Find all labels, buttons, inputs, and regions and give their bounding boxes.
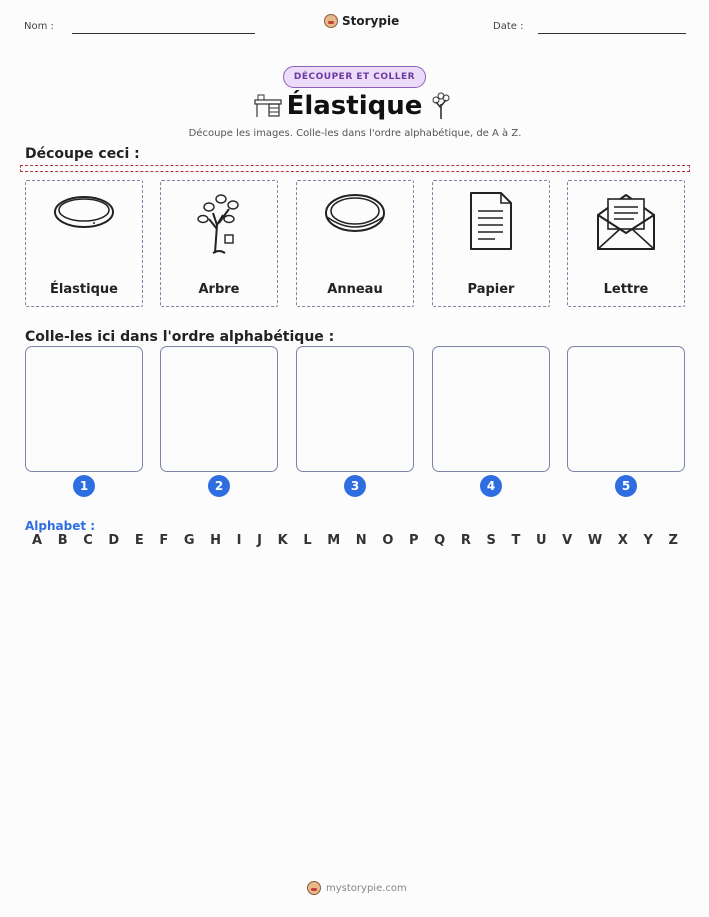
slot-number: 4 xyxy=(480,475,502,497)
alphabet-letter: D xyxy=(108,533,120,548)
alphabet-letter: K xyxy=(277,533,288,548)
alphabet-letter: S xyxy=(486,533,496,548)
storypie-mascot-icon xyxy=(307,881,321,895)
alphabet-letter: T xyxy=(511,533,521,548)
footer xyxy=(307,881,407,895)
slot-number: 3 xyxy=(344,475,366,497)
alphabet-letter: F xyxy=(159,533,169,548)
alphabet-letter: O xyxy=(382,533,394,548)
card-label: Arbre xyxy=(198,282,240,297)
cut-card-elastique[interactable] xyxy=(25,180,143,307)
footer-url[interactable]: mystorypie.com xyxy=(326,882,407,894)
date-label: Date : xyxy=(493,21,524,32)
cut-card-lettre[interactable] xyxy=(567,180,685,307)
alphabet-letter: Y xyxy=(643,533,653,548)
paste-heading: Colle-les ici dans l'ordre alphabétique : xyxy=(25,329,335,345)
card-label: Lettre xyxy=(603,282,649,297)
cut-card-arbre[interactable] xyxy=(160,180,278,307)
alphabet-letter: A xyxy=(32,533,43,548)
alphabet-letter: Q xyxy=(434,533,446,548)
alphabet-letter: J xyxy=(257,533,262,548)
alphabet-letter: L xyxy=(303,533,312,548)
alphabet-letter: Z xyxy=(668,533,678,548)
alphabet-letter: M xyxy=(327,533,341,548)
slot-number: 1 xyxy=(73,475,95,497)
tree-icon xyxy=(189,189,249,255)
cut-card-papier[interactable] xyxy=(432,180,550,307)
brand-name: Storypie xyxy=(342,14,400,28)
card-label: Anneau xyxy=(327,282,383,297)
page-title: Élastique xyxy=(286,91,423,121)
brand-logo xyxy=(324,14,399,28)
small-tree-icon xyxy=(430,92,452,124)
paste-box-3[interactable] xyxy=(296,346,414,472)
paper-icon xyxy=(465,189,517,253)
alphabet-strip xyxy=(32,533,678,548)
alphabet-letter: B xyxy=(57,533,68,548)
letter-icon xyxy=(594,189,658,253)
alphabet-letter: X xyxy=(617,533,628,548)
alphabet-letter: V xyxy=(562,533,573,548)
rubber-band-icon xyxy=(52,189,116,235)
alphabet-letter: C xyxy=(83,533,93,548)
alphabet-letter: E xyxy=(134,533,144,548)
activity-badge: DÉCOUPER ET COLLER xyxy=(283,66,426,88)
slot-number: 5 xyxy=(615,475,637,497)
storypie-mascot-icon xyxy=(324,14,338,28)
card-label: Papier xyxy=(467,282,515,297)
cut-line xyxy=(20,165,690,172)
alphabet-letter: W xyxy=(587,533,603,548)
paste-box-4[interactable] xyxy=(432,346,550,472)
alphabet-letter: U xyxy=(535,533,547,548)
cut-heading: Découpe ceci : xyxy=(25,146,140,162)
paste-box-5[interactable] xyxy=(567,346,685,472)
alphabet-heading: Alphabet : xyxy=(25,519,96,533)
paste-box-2[interactable] xyxy=(160,346,278,472)
name-label: Nom : xyxy=(24,21,54,32)
name-line[interactable] xyxy=(72,33,255,34)
paste-box-1[interactable] xyxy=(25,346,143,472)
card-label: Élastique xyxy=(50,282,118,297)
desk-icon xyxy=(254,94,282,122)
instructions: Découpe les images. Colle-les dans l'ordre alphabétique, de A à Z. xyxy=(188,128,522,139)
cut-card-anneau[interactable] xyxy=(296,180,414,307)
alphabet-letter: P xyxy=(409,533,419,548)
slot-number: 2 xyxy=(208,475,230,497)
date-line[interactable] xyxy=(538,33,686,34)
alphabet-letter: G xyxy=(183,533,195,548)
alphabet-letter: I xyxy=(236,533,242,548)
alphabet-letter: H xyxy=(210,533,222,548)
ring-icon xyxy=(323,189,387,239)
alphabet-letter: N xyxy=(355,533,367,548)
alphabet-letter: R xyxy=(460,533,471,548)
